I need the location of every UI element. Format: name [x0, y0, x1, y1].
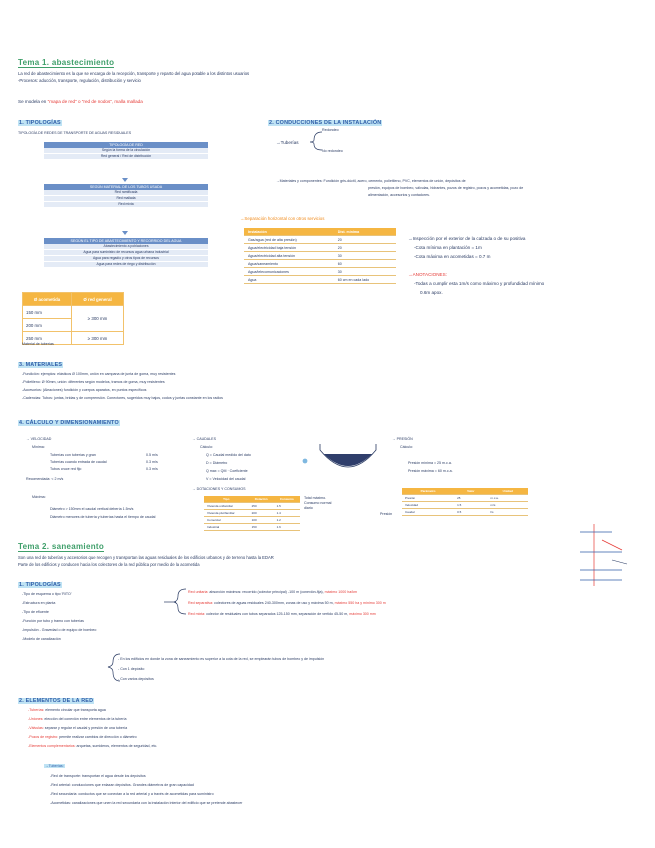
- dotaciones-note: Total máximo. Consumo normal diario: [304, 496, 332, 510]
- materiales-line-4: -Cadencias: Tubos: juntas, bridas y de comprensión. Conectores, sugeridos muy bajos, codos y juntas constante en los radios: [22, 396, 223, 400]
- flowchart-box-2: [44, 184, 208, 208]
- presion-heading: → PRESIÓN: [392, 437, 413, 441]
- table-cell: 25: [454, 495, 487, 502]
- table-row: [402, 509, 528, 516]
- tipos-note-3: - Con varios depósitos: [118, 677, 154, 681]
- table-cell: 60 cm en cada lado: [334, 276, 396, 284]
- anotaciones-heading: →ANOTACIONES:: [408, 272, 447, 277]
- table-header: Ø acometida: [23, 293, 72, 306]
- caudales-line: V = Velocidad del caudal: [206, 477, 246, 481]
- dot-icon: [300, 456, 310, 466]
- tema1-title: Tema 1. abastecimiento: [18, 58, 115, 67]
- flow-arrow-icon: [122, 231, 128, 235]
- tipologias-subtitle: TIPOLOGÍA DE REDES DE TRANSPORTE DE AGUAS RESIDUALES: [18, 131, 132, 135]
- materiales-line-3: -Accesorios: (Aleaciones) fundición y cuerpos aparatos, en puntos específicos: [22, 388, 147, 392]
- table-cell: 20: [334, 236, 396, 244]
- separacion-note-1: →Inspección por el exterior de la calzada o de su positiva: [408, 236, 526, 241]
- table-cell: m.c.a.: [488, 495, 528, 502]
- table-cell: Agua/electricidad alta tensión: [244, 252, 334, 260]
- table-row: [244, 244, 396, 252]
- flowchart-box-1: [44, 142, 208, 160]
- velocidad-row-val: 0.3 m/s: [146, 460, 158, 464]
- tema2-line2: Parte de los edificios y conducen hacia los colectores de la red pública por medio de la acometida: [18, 562, 200, 567]
- table-header: Parámetro: [402, 488, 454, 495]
- tema1-line2: -Procesos: aducción, transporte, regulación, distribución y servicio: [18, 78, 141, 83]
- materiales-line-2: -Polietileno: Ø 90mm, unión: diferentes según modelos, tramos de goma, muy resistentes: [22, 380, 165, 384]
- table-cell: 250: [249, 503, 274, 510]
- table-header: Unidad: [488, 488, 528, 495]
- anotaciones-1: -Todas a cumplir esta 1m/s como máximo y profundidad mínimo: [414, 281, 545, 286]
- table-row: [244, 260, 396, 268]
- calculo-heading: 4. CÁLCULO Y DIMENSIONAMIENTO: [19, 420, 119, 426]
- flow-box3-row: Abastecimiento a poblaciones: [44, 244, 208, 250]
- flow-box2-row: Red mixta: [44, 202, 208, 208]
- table-cell: 30: [334, 252, 396, 260]
- table-header: Valor: [454, 488, 487, 495]
- velocidad-heading: → VELOCIDAD: [26, 437, 52, 441]
- red-unitaria: Red unitaria: absorción máximos: recorrido (colector principal) -100 m (conexión-fija), máximo 1000 ha/km: [188, 590, 357, 594]
- table-cell: 150: [249, 524, 274, 531]
- tipologias-heading: 1. TIPOLOGÍAS: [19, 120, 61, 126]
- red-separativa: Red separativa: colectores de aguas residuales 240-300mm, zonas de uso y máxima 50 m, máximo 550 ha y mínimo 300 m: [188, 601, 386, 605]
- flow-box1-head: TIPOLOGÍA DE RED: [44, 142, 208, 148]
- caudales-heading: → CAUDALES: [192, 437, 216, 441]
- elemento-valvulas: -Válvulas: separar y regular el caudal y presión de una tubería: [28, 726, 128, 730]
- table-cell: Caudal: [402, 509, 454, 516]
- tipos-line: -Tipo de esquema o tipo 'RITO': [22, 592, 72, 596]
- flow-box1-row: Red general / Red de distribución: [44, 154, 208, 160]
- table-row: [244, 252, 396, 260]
- table-header: Dist. mínima: [334, 228, 396, 236]
- materiales-heading: 3. MATERIALES: [19, 362, 63, 368]
- table-cell: Vivienda unifamiliar: [204, 503, 249, 510]
- flow-box3-row: Agua para regadío y otros tipos de recursos: [44, 256, 208, 262]
- table-row: [23, 306, 124, 319]
- elemento-tuberias: -Tuberías: elemento circular que transporta agua: [28, 708, 106, 712]
- flow-box3-row: Agua para redes de riego y distribución: [44, 262, 208, 268]
- table-cell: Agua/saneamiento: [244, 260, 334, 268]
- table-cell: 0.5: [454, 509, 487, 516]
- table-header: Dotación: [249, 496, 274, 503]
- table-cell: 100: [249, 517, 274, 524]
- separacion-note-2: -Cota mínima en plantación = 1m: [414, 245, 482, 250]
- velocidad-min: Mínima:: [32, 445, 45, 449]
- pipe-diameter-table: [22, 292, 124, 345]
- table-row: [204, 524, 300, 531]
- table-row: [204, 510, 300, 517]
- velocidad-row: Tubos cruce red fijo: [50, 467, 82, 471]
- table-row: [244, 236, 396, 244]
- pressure-diagram-icon: [572, 520, 632, 590]
- tema1-line3-a: Se modela en: [18, 99, 47, 104]
- tuberias-opt2: No redondeo: [322, 149, 343, 153]
- table-cell: 1.2: [274, 517, 300, 524]
- tipos-line: -Modelo de canalización: [22, 637, 61, 641]
- caudales-line: Q = Caudal medido del dato: [206, 453, 251, 457]
- table-cell: 60: [334, 260, 396, 268]
- table-cell: 150 mm: [23, 306, 72, 319]
- tuberias-sub-line: -Acometidas: canalizaciones que unen la red secundaria con la instalación interior del edificio que se pretende abastecer: [50, 801, 243, 805]
- pipe-table-note: Material de tuberías: [22, 342, 54, 346]
- materiales-comp-3: alimentación, accesorios y contadores.: [368, 193, 430, 197]
- table-cell: Vivienda plurifamiliar: [204, 510, 249, 517]
- velocidad-max: Máxima:: [32, 495, 46, 499]
- table-cell: 1.4: [274, 510, 300, 517]
- table-cell: 200 mm: [23, 319, 72, 332]
- velocidad-max-1: Diámetro > 150mm el caudal vertical debería 1.5m/s: [50, 507, 134, 511]
- elemento-pozos: -Pozos de registro: permite realizar cambios de dirección o diámetro: [28, 735, 137, 739]
- table-cell: 1.6: [274, 524, 300, 531]
- tema2-line1: Son una red de tuberías y accesorios que recogen y transportan las aguas residuales de los edificios urbanos y de terreno hasta la EDAR: [18, 555, 274, 560]
- table-cell: 30: [334, 268, 396, 276]
- anotaciones-2: 0.6m apox.: [420, 290, 443, 295]
- velocidad-row-val: 0.3 m/s: [146, 467, 158, 471]
- table-row: [204, 517, 300, 524]
- table-header: Instalación: [244, 228, 334, 236]
- velocidad-rec: Recomendada: < 2 m/s: [26, 477, 64, 481]
- tema1-line3: [18, 99, 143, 105]
- flow-arrow-icon: [122, 178, 128, 182]
- velocidad-max-2: Diámetro menores de tubería y tuberías hasta el tiempo de caudal: [50, 515, 156, 519]
- elemento-complementarios: -Elementos complementarios: arquetas, sumideros, elementos de seguridad, etc.: [28, 744, 158, 748]
- tema1-line1: La red de abastecimiento es la que se encarga de la recepción, transporte y reparto del agua potable a los distintos usuarios: [18, 71, 250, 76]
- table-row: [244, 276, 396, 284]
- table-cell: Agua/electricidad baja tensión: [244, 244, 334, 252]
- table-cell: m/s: [488, 502, 528, 509]
- elementos-heading: 2. ELEMENTOS DE LA RED: [19, 698, 94, 704]
- table-row: [204, 503, 300, 510]
- table-header: Tipo: [204, 496, 249, 503]
- flow-box3-row: Agua para suministro de recursos agua urbana industrial: [44, 250, 208, 256]
- table-cell: 1.5: [274, 503, 300, 510]
- materiales-comp-1: →Materiales y componentes: Fundición gris-dúctil, acero, cemento, polietileno, PVC, elementos de unión, depósitos de: [276, 179, 466, 183]
- tipos-line: -Impulsión - Gravedad o de equipo de bombeo: [22, 628, 97, 632]
- velocidad-row: Tuberías con tuberías y gran: [50, 453, 96, 457]
- table-cell: Industrial: [204, 524, 249, 531]
- dotaciones-table: [204, 496, 300, 531]
- presion-line: Cálculo:: [400, 445, 413, 449]
- separacion-note-3: -Cota máxima en acometidas = 0.7 m: [414, 254, 491, 259]
- conducciones-heading: 2. CONDUCCIONES DE LA INSTALACIÓN: [269, 120, 382, 126]
- tipos-note-2: - Con 1 depósito: [118, 667, 145, 671]
- red-mixta: Red mixta: colector de residuales con tubos separados 125-150 mm, separación de vertido 45-50 m, máximo 300 mm: [188, 612, 376, 616]
- flowchart-box-3: [44, 238, 208, 268]
- table-row: [244, 268, 396, 276]
- tuberias-label: →Tuberías: [276, 140, 299, 145]
- materiales-line-1: -Fundición: ejemplos: elásticos Ø 100mm, unión en campana de junta de goma, muy resistentes: [22, 372, 176, 376]
- table-cell: 250 mm: [23, 332, 72, 345]
- velocidad-row: Tuberías cuando entrada de caudal: [50, 460, 107, 464]
- table-cell: 20: [334, 244, 396, 252]
- table-row: [402, 502, 528, 509]
- table-header: Consumo: [274, 496, 300, 503]
- pipe-section-icon: [318, 440, 378, 474]
- caudales-line: D = Diámetro: [206, 461, 228, 465]
- flow-box3-head: SEGÚN EL TIPO DE ABASTECIMIENTO Y RECORRIDO DEL AGUA: [44, 238, 208, 244]
- tuberias-sub-heading: →Tuberías:: [45, 764, 64, 768]
- table-cell: Agua: [244, 276, 334, 284]
- table-cell: 1.5: [454, 502, 487, 509]
- parametros-table: [402, 488, 528, 516]
- flow-box1-row: Según la forma de la circulación: [44, 148, 208, 154]
- table-cell: l/s: [488, 509, 528, 516]
- tipos-line: -Función por tubo y tramo con tuberías: [22, 619, 84, 623]
- materiales-comp-2: presión, equipos de bombeo, válvulas, hidrantes, pozos de registro, pozos y acometidas, pozo de: [368, 186, 524, 190]
- elemento-uniones: -Uniones: elección del conexión entre elementos de la tubería: [28, 717, 127, 721]
- tema2-title: Tema 2. saneamiento: [18, 542, 105, 551]
- table-cell: 200: [249, 510, 274, 517]
- caudales-line: Q max = QM · Coeficiente: [206, 469, 248, 473]
- tipos-line: -Estructura en planta: [22, 601, 56, 605]
- brace-arrow-icon: [162, 586, 188, 616]
- table-cell: Velocidad: [402, 502, 454, 509]
- tipos-heading: 1. TIPOLOGÍAS: [19, 582, 61, 588]
- table-cell: Presión: [402, 495, 454, 502]
- dotaciones-heading: → DOTACIONES Y CONSUMOS: [192, 487, 246, 491]
- table-cell: Comercial: [204, 517, 249, 524]
- flow-box2-row: Red mallada: [44, 196, 208, 202]
- table-row: [402, 495, 528, 502]
- caudales-line: Cálculo:: [200, 445, 213, 449]
- velocidad-row-val: 0.5 m/s: [146, 453, 158, 457]
- separacion-table: [244, 228, 396, 284]
- table-cell: Gas/agua (red de alta presión): [244, 236, 334, 244]
- presion-side-label: Presión: [380, 512, 393, 516]
- presion-line: Presión máxima = 60 m.c.a.: [408, 469, 453, 473]
- table-header: Ø red general: [72, 293, 124, 306]
- tuberias-sub-line: -Red arterial: conducciones que enlazan depósitos. Grandes diámetros de gran capacidad: [50, 783, 194, 787]
- flow-box2-row: Red ramificada: [44, 190, 208, 196]
- tipos-note-1: - En los edificios en donde la zona de saneamiento es superior a la cota de la red, se emplearán tubos de bombeo y de impulsión: [118, 657, 325, 661]
- flow-box2-head: SEGÚN MATERIAL DE LOS TUBOS USADA: [44, 184, 208, 190]
- tema1-line3-b: "mapa de red" o "red de nodos", malla mallada: [47, 99, 143, 104]
- separacion-heading: →Separación horizontal con otros servicios: [240, 216, 325, 221]
- table-cell: ≥ 300 mm: [72, 306, 124, 332]
- tuberias-sub-line: -Red secundaria: conductos que se conectan a la red arterial y a través de acometidas para suministro: [50, 792, 214, 796]
- tuberias-sub-line: -Red de transporte: transportan el agua desde los depósitos: [50, 774, 146, 778]
- table-cell: ≥ 300 mm: [72, 332, 124, 345]
- tipos-line: -Tipo de efluente: [22, 610, 49, 614]
- table-cell: Agua/telecomunicaciones: [244, 268, 334, 276]
- tuberias-opt1: Redondeo: [322, 128, 339, 132]
- presion-line: Presión mínima = 25 m.c.a.: [408, 461, 452, 465]
